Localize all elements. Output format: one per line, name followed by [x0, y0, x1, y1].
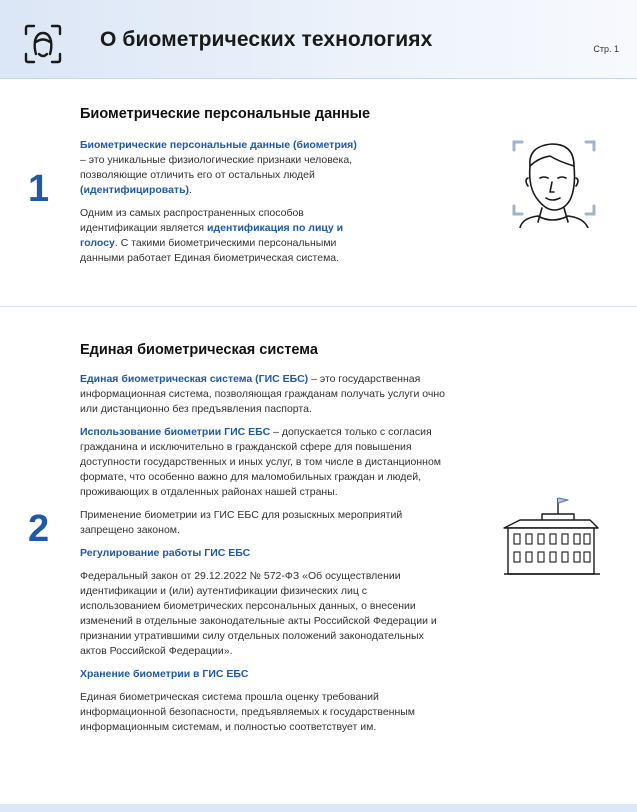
paragraph-law: Федеральный закон от 29.12.2022 № 572-ФЗ «Об осуществлении идентификации и (или) аутентификации физических лиц с использованием биометрических персональных данных, о внесении изменений в отдельные законодательные акты Российской Федерации и признании утратившими силу отдельных положений законодательных актов Российской Федерации».: [80, 570, 437, 657]
page-footer-band: [0, 804, 637, 812]
government-building-illustration: [498, 490, 604, 580]
paragraph: Применение биометрии из ГИС ЕБС для розыскных мероприятий запрещено законом.: [80, 509, 403, 536]
paragraph: [80, 138, 365, 198]
subheading-regulation: Регулирование работы ГИС ЕБС: [80, 547, 251, 559]
section-number: 1: [28, 168, 50, 210]
subheading-storage: Хранение биометрии в ГИС ЕБС: [80, 668, 249, 680]
text: – это государственная информационная система, позволяющая гражданам получать услуги очно или дистанционно без предъявления паспорта.: [80, 373, 445, 415]
term: идентификация по лицу и голосу: [80, 222, 344, 249]
section-title: Единая биометрическая система: [80, 342, 318, 358]
section-number: 2: [28, 508, 50, 550]
text: . С такими биометрическими персональными данными работает Единая биометрическая система.: [80, 237, 340, 264]
face-scan-icon: [24, 24, 62, 64]
text: – это уникальные физиологические признаки человека, позволяющие отличить его от остальных людей: [80, 154, 353, 181]
text: .: [189, 184, 192, 196]
paragraph: [80, 206, 365, 266]
page-header: [0, 0, 637, 79]
term: Использование биометрии ГИС ЕБС: [80, 426, 271, 438]
section-ebs: [0, 310, 637, 804]
term: Единая биометрическая система (ГИС ЕБС): [80, 373, 309, 385]
term: Биометрические персональные данные (биометрия): [80, 139, 357, 151]
section-title: Биометрические персональные данные: [80, 106, 371, 122]
term: (идентифицировать): [80, 184, 190, 196]
section-body: [80, 138, 365, 274]
paragraph: [80, 372, 445, 417]
section-body: [80, 372, 445, 743]
page-number: Стр. 1: [593, 44, 619, 54]
person-face-illustration: [508, 136, 600, 228]
text: Одним из самых распространенных способов идентификации является: [80, 207, 304, 234]
paragraph: Единая биометрическая система прошла оценку требований информационной безопасности, предъявляемых к государственным информационным системам, и полностью соответствует им.: [80, 691, 416, 733]
paragraph: [80, 425, 445, 500]
page-title: О биометрических технологиях: [100, 28, 433, 51]
text: – допускается только с согласия гражданина и исключительно в гражданской сфере для повышения доступности государственных и иных услуг, в том числе в дистанционном формате, что особенно важно для маломобильных граждан и людей, проживающих в отдаленных районах нашей страны.: [80, 426, 441, 498]
section-biometric-data: [0, 80, 637, 307]
